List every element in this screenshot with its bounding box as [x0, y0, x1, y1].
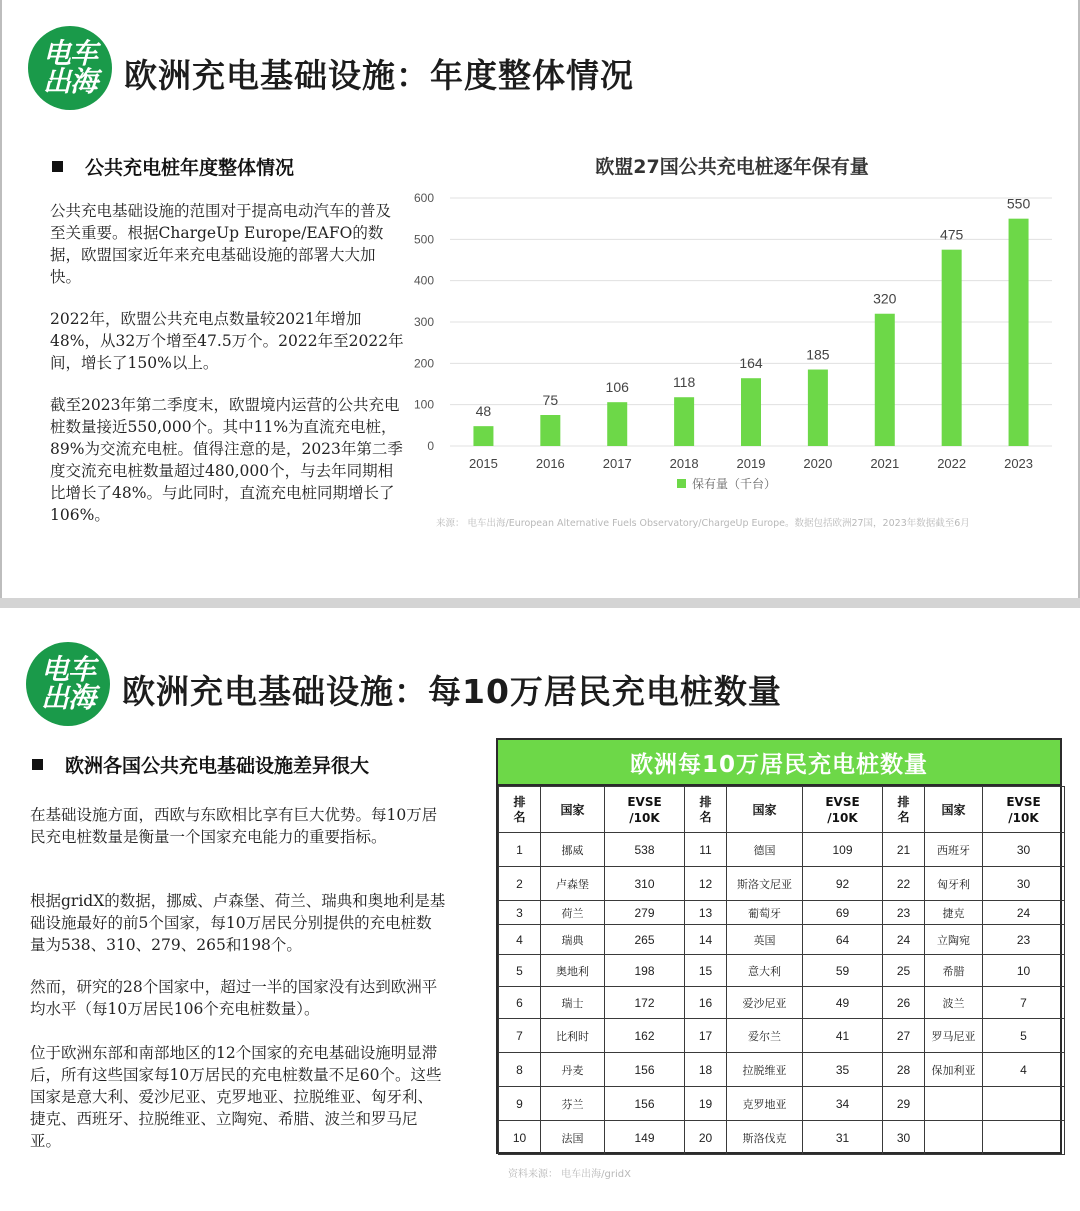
cell-country: [925, 1087, 983, 1121]
cell-rank: 21: [883, 833, 925, 867]
header-country: 国家: [727, 787, 803, 833]
cell-country: 斯洛文尼亚: [727, 867, 803, 901]
table-row: [499, 987, 1065, 1019]
bar-2017: [607, 402, 627, 446]
cell-country: 挪威: [541, 833, 605, 867]
cell-rank: 3: [499, 901, 541, 925]
cell-country: 西班牙: [925, 833, 983, 867]
cell-evse: 30: [983, 867, 1065, 901]
cell-rank: 19: [685, 1087, 727, 1121]
cell-evse: 24: [983, 901, 1065, 925]
cell-rank: 30: [883, 1121, 925, 1155]
table-row: [499, 955, 1065, 987]
data-label: 185: [806, 346, 830, 363]
cell-rank: 7: [499, 1019, 541, 1053]
cell-rank: 18: [685, 1053, 727, 1087]
header-country: 国家: [925, 787, 983, 833]
chart-title: 欧盟27国公共充电桩逐年保有量: [595, 156, 869, 178]
ranking-table: [498, 786, 1065, 1155]
cell-country: 瑞士: [541, 987, 605, 1019]
cell-evse: 31: [803, 1121, 883, 1155]
cell-rank: 9: [499, 1087, 541, 1121]
cell-evse: 4: [983, 1053, 1065, 1087]
cell-rank: 20: [685, 1121, 727, 1155]
cell-rank: 14: [685, 925, 727, 955]
y-tick-label: 200: [413, 356, 434, 371]
bullet-square-icon: [52, 161, 63, 172]
cell-country: 意大利: [727, 955, 803, 987]
slide-per-capita: [0, 608, 1080, 1211]
legend-swatch: [677, 479, 686, 488]
cell-evse: 59: [803, 955, 883, 987]
x-tick-label: 2023: [1004, 456, 1034, 471]
section-heading-text: 公共充电桩年度整体情况: [85, 157, 295, 179]
cell-country: 克罗地亚: [727, 1087, 803, 1121]
slide-annual-overview: [0, 0, 1080, 598]
y-tick-label: 100: [413, 397, 434, 412]
table-row: [499, 1121, 1065, 1155]
cell-evse: 310: [605, 867, 685, 901]
table-row: [499, 1019, 1065, 1053]
cell-evse: 156: [605, 1087, 685, 1121]
page-title: 欧洲充电基础设施：年度整体情况: [124, 56, 634, 95]
cell-country: 比利时: [541, 1019, 605, 1053]
cell-evse: 156: [605, 1053, 685, 1087]
section-heading: [52, 153, 294, 180]
cell-evse: 69: [803, 901, 883, 925]
cell-country: 斯洛伐克: [727, 1121, 803, 1155]
cell-evse: 41: [803, 1019, 883, 1053]
cell-evse: 149: [605, 1121, 685, 1155]
cell-rank: 8: [499, 1053, 541, 1087]
cell-country: 波兰: [925, 987, 983, 1019]
y-tick-label: 300: [413, 315, 434, 329]
x-tick-label: 2020: [803, 456, 833, 471]
table-row: [499, 925, 1065, 955]
cell-rank: 22: [883, 867, 925, 901]
cell-evse: 23: [983, 925, 1065, 955]
section-heading: [32, 751, 369, 778]
header-evse: EVSE /10K: [803, 787, 883, 833]
bar-2019: [741, 378, 761, 446]
y-tick-label: 500: [413, 232, 434, 247]
bar-2023: [1009, 219, 1029, 446]
x-tick-label: 2022: [937, 456, 967, 471]
cell-rank: 5: [499, 955, 541, 987]
cell-rank: 27: [883, 1019, 925, 1053]
cell-rank: 1: [499, 833, 541, 867]
y-tick-label: 0: [427, 439, 434, 453]
cell-country: 捷克: [925, 901, 983, 925]
slide-divider: [0, 598, 1080, 608]
cell-rank: 28: [883, 1053, 925, 1087]
legend-label: 保有量（千台）: [692, 477, 777, 491]
cell-rank: 26: [883, 987, 925, 1019]
cell-rank: 2: [499, 867, 541, 901]
cell-rank: 6: [499, 987, 541, 1019]
data-label: 320: [873, 290, 897, 307]
x-tick-label: 2018: [669, 456, 699, 471]
cell-evse: 64: [803, 925, 883, 955]
cell-rank: 25: [883, 955, 925, 987]
cell-country: 立陶宛: [925, 925, 983, 955]
cell-rank: 12: [685, 867, 727, 901]
cell-evse: 10: [983, 955, 1065, 987]
cell-rank: 13: [685, 901, 727, 925]
data-label: 106: [605, 379, 629, 396]
table-row: [499, 833, 1065, 867]
cell-rank: 24: [883, 925, 925, 955]
table-row: [499, 1087, 1065, 1121]
cell-rank: 29: [883, 1087, 925, 1121]
cell-evse: 49: [803, 987, 883, 1019]
table-title: 欧洲每10万居民充电桩数量: [498, 740, 1060, 786]
cell-evse: 92: [803, 867, 883, 901]
header-rank: 排名: [499, 787, 541, 833]
bar-2018: [674, 397, 694, 446]
data-label: 475: [939, 226, 964, 243]
cell-rank: 10: [499, 1121, 541, 1155]
cell-country: 芬兰: [541, 1087, 605, 1121]
table-row: [499, 901, 1065, 925]
cell-country: 德国: [727, 833, 803, 867]
cell-rank: 11: [685, 833, 727, 867]
cell-evse: 7: [983, 987, 1065, 1019]
logo-line-2: 出海: [42, 65, 97, 98]
bar-2015: [473, 426, 493, 446]
logo-line-1: 电车: [42, 37, 97, 70]
y-tick-label: 400: [413, 273, 434, 288]
header-evse: EVSE /10K: [983, 787, 1065, 833]
cell-country: 保加利亚: [925, 1053, 983, 1087]
brand-logo: [26, 642, 110, 726]
bullet-square-icon: [32, 759, 43, 770]
ranking-table-card: [496, 738, 1062, 1154]
logo-line-2: 出海: [40, 681, 95, 714]
paragraph-2: 2022年，欧盟公共充电点数量较2021年增加48%，从32万个增至47.5万个。2022年至2022年间，增长了150%以上。: [50, 310, 404, 372]
bar-2022: [942, 250, 962, 446]
cell-evse: 265: [605, 925, 685, 955]
x-tick-label: 2015: [468, 456, 498, 471]
cell-country: 英国: [727, 925, 803, 955]
data-label: 75: [542, 392, 559, 408]
cell-country: 瑞典: [541, 925, 605, 955]
x-tick-label: 2019: [736, 456, 766, 471]
cell-country: [925, 1121, 983, 1155]
header-country: 国家: [541, 787, 605, 833]
logo-line-1: 电车: [40, 653, 95, 686]
cell-evse: [983, 1087, 1065, 1121]
cell-evse: 538: [605, 833, 685, 867]
header-rank: 排名: [883, 787, 925, 833]
cell-rank: 15: [685, 955, 727, 987]
cell-evse: 162: [605, 1019, 685, 1053]
paragraph-1: 在基础设施方面，西欧与东欧相比享有巨大优势。每10万居民充电桩数量是衡量一个国家充电能力的重要指标。: [30, 806, 438, 846]
section-heading-text: 欧洲各国公共充电基础设施差异很大: [65, 755, 370, 777]
data-label: 550: [1006, 195, 1031, 212]
x-tick-label: 2017: [602, 456, 632, 471]
header-evse: EVSE /10K: [605, 787, 685, 833]
cell-country: 爱尔兰: [727, 1019, 803, 1053]
x-tick-label: 2016: [535, 456, 565, 471]
table-source-note: 资料来源： 电车出海/gridX: [508, 1169, 631, 1180]
cell-country: 匈牙利: [925, 867, 983, 901]
cell-country: 葡萄牙: [727, 901, 803, 925]
cell-evse: 279: [605, 901, 685, 925]
cell-country: 罗马尼亚: [925, 1019, 983, 1053]
cell-evse: 172: [605, 987, 685, 1019]
cell-rank: 4: [499, 925, 541, 955]
bar-2021: [875, 314, 895, 446]
cell-evse: 30: [983, 833, 1065, 867]
bar-2016: [540, 415, 560, 446]
brand-logo: [28, 26, 112, 110]
cell-country: 荷兰: [541, 901, 605, 925]
paragraph-2: 根据gridX的数据，挪威、卢森堡、荷兰、瑞典和奥地利是基础设施最好的前5个国家，每10万居民分别提供的充电桩数量为538、310、279、265和198个。: [30, 892, 446, 954]
cell-evse: 35: [803, 1053, 883, 1087]
cell-evse: 198: [605, 955, 685, 987]
cell-evse: [983, 1121, 1065, 1155]
header-rank: 排名: [685, 787, 727, 833]
cell-rank: 17: [685, 1019, 727, 1053]
cell-country: 奥地利: [541, 955, 605, 987]
table-header-row: [499, 787, 1065, 833]
cell-country: 卢森堡: [541, 867, 605, 901]
cell-country: 丹麦: [541, 1053, 605, 1087]
table-row: [499, 867, 1065, 901]
cell-country: 拉脱维亚: [727, 1053, 803, 1087]
paragraph-4: 位于欧洲东部和南部地区的12个国家的充电基础设施明显滞后，所有这些国家每10万居民的充电桩数量不足60个。这些国家是意大利、爱沙尼亚、克罗地亚、拉脱维亚、匈牙利、捷克、西班牙、拉脱维亚、立陶宛、希腊、波兰和罗马尼亚。: [30, 1044, 442, 1150]
paragraph-3: 然而，研究的28个国家中，超过一半的国家没有达到欧洲平均水平（每10万居民106个充电桩数量）。: [30, 978, 438, 1018]
bar-2020: [808, 370, 828, 446]
cell-evse: 109: [803, 833, 883, 867]
data-label: 48: [475, 403, 492, 420]
cell-rank: 23: [883, 901, 925, 925]
page-title: 欧洲充电基础设施：每10万居民充电桩数量: [122, 672, 782, 711]
data-label: 164: [739, 355, 763, 372]
paragraph-3: 截至2023年第二季度末，欧盟境内运营的公共充电桩数量接近550,000个。其中11%为直流充电桩，89%为交流充电桩。值得注意的是，2023年第二季度交流充电桩数量超过480,000个，与去年同期相比增长了48%。与此同时，直流充电桩同期增长了106%。: [50, 396, 403, 524]
cell-country: 法国: [541, 1121, 605, 1155]
cell-evse: 5: [983, 1019, 1065, 1053]
y-tick-label: 600: [413, 191, 434, 205]
paragraph-1: 公共充电基础设施的范围对于提高电动汽车的普及至关重要。根据ChargeUp Europe/EAFO的数据，欧盟国家近年来充电基础设施的部署大大加快。: [50, 202, 392, 286]
bar-chart: [402, 182, 1062, 512]
cell-evse: 34: [803, 1087, 883, 1121]
cell-country: 希腊: [925, 955, 983, 987]
cell-country: 爱沙尼亚: [727, 987, 803, 1019]
table-row: [499, 1053, 1065, 1087]
cell-rank: 16: [685, 987, 727, 1019]
chart-source-note: 来源： 电车出海/European Alternative Fuels Observatory/ChargeUp Europe。数据包括欧洲27国，2023年数据截至6月: [436, 518, 970, 529]
data-label: 118: [672, 374, 696, 391]
x-tick-label: 2021: [870, 456, 900, 471]
